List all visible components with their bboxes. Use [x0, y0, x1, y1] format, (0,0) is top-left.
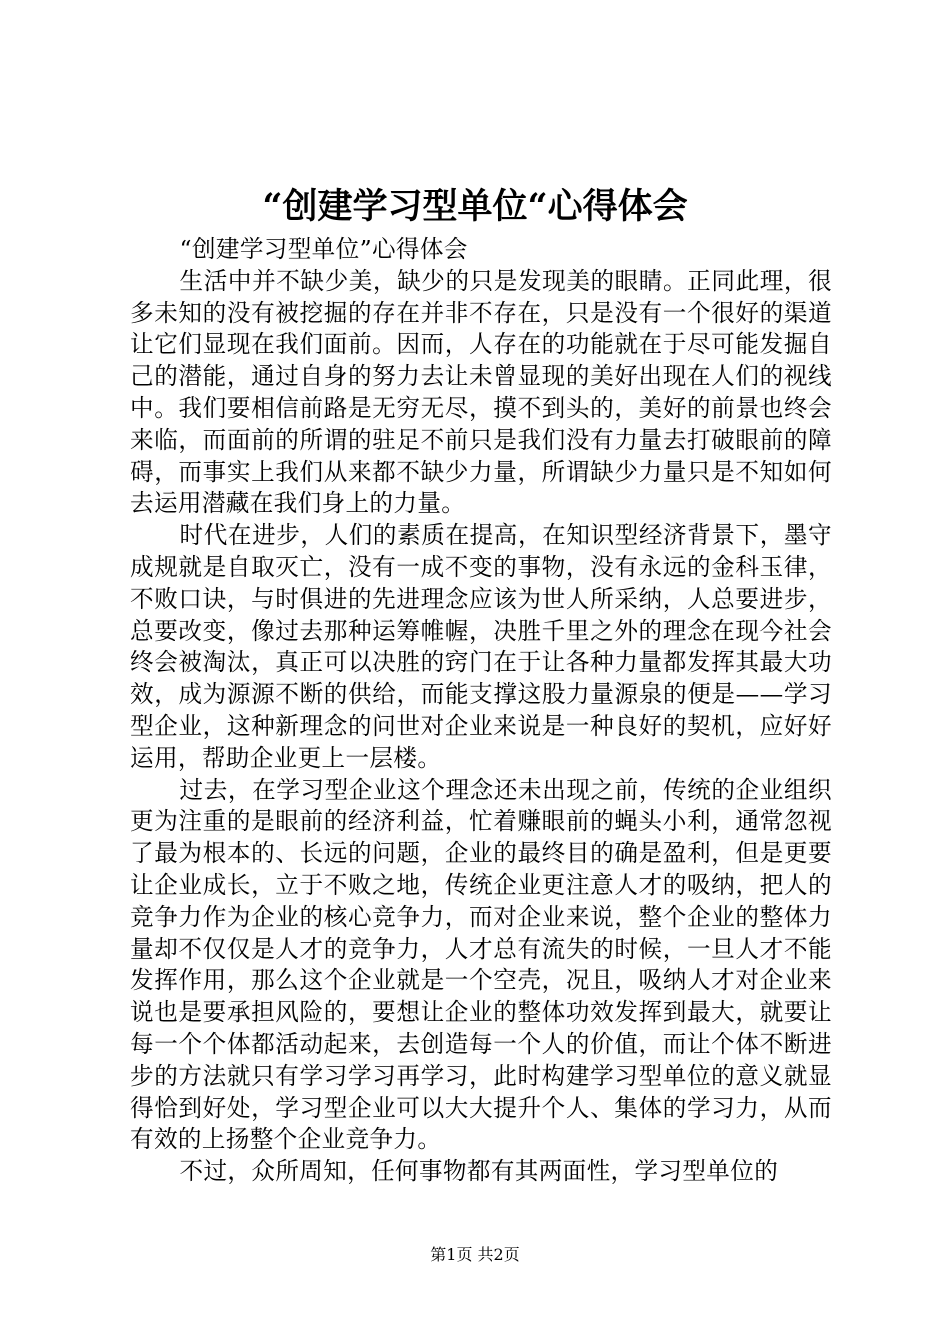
page-number: 第1页	[430, 1245, 473, 1264]
paragraph-1: 生活中并不缺少美，缺少的只是发现美的眼睛。正同此理，很多未知的没有被挖掘的存在并非不存在，只是没有一个很好的渠道让它们显现在我们面前。因而，人存在的功能就在于尽可能发掘自己的潜能，通过自身的努力去让未曾显现的美好出现在人们的视线中。我们要相信前路是无穷无尽，摸不到头的，美好的前景也终会来临，而面前的所谓的驻足不前只是我们没有力量去打破眼前的障碍，而事实上我们从来都不缺少力量，所谓缺少力量只是不知如何去运用潜藏在我们身上的力量。	[130, 266, 832, 518]
page-footer	[0, 1243, 950, 1267]
paragraph-subtitle: “创建学习型单位”心得体会	[179, 235, 468, 263]
document-title: “创建学习型单位“心得体会	[262, 186, 688, 227]
paragraph-4: 不过，众所周知，任何事物都有其两面性，学习型单位的	[179, 1157, 779, 1186]
document-body	[130, 234, 832, 1188]
page-total: 共2页	[477, 1245, 520, 1264]
paragraph-3: 过去，在学习型企业这个理念还未出现之前，传统的企业组织更为注重的是眼前的经济利益，忙着赚眼前的蝇头小利，通常忽视了最为根本的、长远的问题，企业的最终目的确是盈利，但是更要让企业成长，立于不败之地，传统企业更注意人才的吸纳，把人的竞争力作为企业的核心竞争力，而对企业来说，整个企业的整体力量却不仅仅是人才的竞争力，人才总有流失的时候，一旦人才不能发挥作用，那么这个企业就是一个空壳，况且，吸纳人才对企业来说也是要承担风险的，要想让企业的整体功效发挥到最大，就要让每一个个体都活动起来，去创造每一个人的价值，而让个体不断进步的方法就只有学习学习再学习，此时构建学习型单位的意义就显得恰到好处，学习型企业可以大大提升个人、集体的学习力，从而有效的上扬整个企业竞争力。	[130, 775, 832, 1154]
paragraph-2: 时代在进步，人们的素质在提高，在知识型经济背景下，墨守成规就是自取灭亡，没有一成不变的事物，没有永远的金科玉律，不败口诀，与时俱进的先进理念应该为世人所采纳，人总要进步，总要改变，像过去那种运筹帷幄，决胜千里之外的理念在现今社会终会被淘汰，真正可以决胜的窍门在于让各种力量都发挥其最大功效，成为源源不断的供给，而能支撑这股力量源泉的便是——学习型企业，这种新理念的问世对企业来说是一种良好的契机，应好好运用，帮助企业更上一层楼。	[130, 521, 832, 772]
